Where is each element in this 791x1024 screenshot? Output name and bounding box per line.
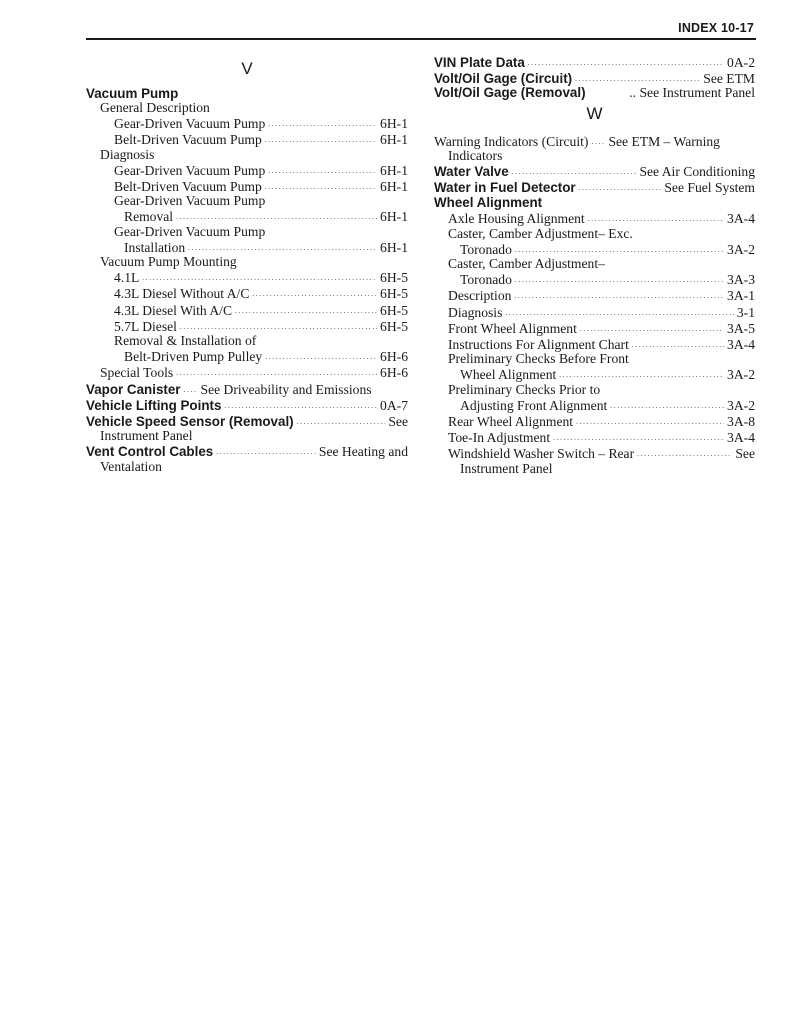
dot-leader: [265, 131, 377, 147]
index-entry: [86, 302, 408, 318]
entry-text: 4.1L: [114, 270, 140, 286]
entry-heading: Volt/Oil Gage (Removal): [434, 85, 586, 101]
entry-page: 6H-1: [380, 116, 408, 132]
index-entry: [86, 208, 408, 224]
entry-text: 5.7L Diesel: [114, 318, 177, 334]
dot-leader: [515, 241, 724, 257]
entry-reference: See Air Conditioning: [639, 164, 755, 180]
entry-text: Wheel Alignment: [460, 367, 557, 383]
index-entry-vehicle-lifting: [86, 397, 408, 413]
entry-page: 6H-1: [380, 239, 408, 255]
entry-text: Belt-Driven Vacuum Pump: [114, 132, 262, 148]
entry-page: 0A-7: [380, 397, 408, 413]
entry-page: 3A-4: [727, 430, 755, 446]
entry-heading-wheel-alignment: Wheel Alignment: [434, 195, 543, 211]
entry-heading: Water in Fuel Detector: [434, 180, 576, 196]
page-header: [86, 20, 756, 40]
dot-leader: [591, 133, 605, 149]
index-entry-water-in-fuel: [434, 179, 755, 195]
dot-leader: [575, 70, 700, 86]
subheading-mounting: Vacuum Pump Mounting: [100, 254, 237, 270]
entry-text: Rear Wheel Alignment: [448, 414, 574, 430]
entry-page: 6H-5: [380, 302, 408, 318]
index-entry: [434, 210, 755, 226]
dot-leader: [515, 271, 724, 287]
index-entry-water-valve: [434, 163, 755, 179]
dot-leader: [188, 239, 377, 255]
entry-page: 3A-2: [727, 397, 755, 413]
index-entry: [86, 239, 408, 255]
entry-page: 3A-2: [727, 241, 755, 257]
entry-text: Toronado: [460, 272, 512, 288]
entry-text: Description: [448, 288, 512, 304]
dot-leader: [559, 366, 724, 382]
index-column-left: [86, 54, 408, 474]
entry-text-line: Preliminary Checks Prior to: [448, 381, 601, 397]
dot-leader: [505, 304, 734, 320]
entry-text: Belt-Driven Pump Pulley: [124, 349, 263, 365]
dot-leader: [579, 179, 662, 195]
entry-heading: Vehicle Lifting Points: [86, 397, 222, 413]
entry-text: Instructions For Alignment Chart: [448, 337, 629, 353]
entry-reference: See ETM: [703, 71, 755, 87]
entry-reference: See Fuel System: [664, 180, 755, 196]
entry-page: 6H-1: [380, 162, 408, 178]
entry-continuation: Instrument Panel: [460, 460, 553, 476]
entry-text: Gear-Driven Vacuum Pump: [114, 162, 266, 178]
entry-continuation: Ventalation: [100, 458, 162, 474]
dot-leader: [512, 163, 637, 179]
entry-page: 3A-4: [727, 337, 755, 353]
entry-text: Diagnosis: [448, 304, 503, 320]
entry-heading: Water Valve: [434, 164, 509, 180]
entry-text: Warning Indicators (Circuit): [434, 133, 589, 149]
dot-leader: [142, 269, 377, 285]
dot-leader: [297, 413, 386, 429]
entry-text: Special Tools: [100, 365, 174, 381]
dot-leader: [184, 381, 198, 397]
dot-leader: [268, 115, 377, 131]
entry-page: 6H-6: [380, 365, 408, 381]
index-entry: [434, 304, 755, 320]
entry-page: 6H-1: [380, 132, 408, 148]
entry-page: 3A-4: [727, 211, 755, 227]
dot-leader: [265, 348, 377, 364]
entry-text-line: Caster, Camber Adjustment– Exc.: [448, 225, 633, 241]
index-entry-volt-oil-circuit: [434, 70, 755, 86]
index-entry-vehicle-speed-sensor: [86, 413, 408, 429]
entry-text-line: Removal & Installation of: [114, 333, 257, 349]
entry-page: 6H-5: [380, 270, 408, 286]
entry-text-line: Gear-Driven Vacuum Pump: [114, 193, 266, 209]
dot-leader: [176, 364, 377, 380]
index-entry-vapor-canister: [86, 381, 408, 397]
entry-page: 6H-1: [380, 179, 408, 195]
index-entry: [434, 320, 755, 336]
index-entry: [434, 241, 755, 257]
entry-text: Gear-Driven Vacuum Pump: [114, 116, 266, 132]
index-entry: [434, 445, 755, 461]
index-entry: [434, 413, 755, 429]
subheading-general-description: General Description: [100, 100, 210, 115]
entry-page: 3-1: [736, 304, 755, 320]
entry-text: Adjusting Front Alignment: [460, 397, 608, 413]
entry-continuation: Instrument Panel: [100, 428, 193, 444]
index-entry: [86, 131, 408, 147]
dot-leader: [553, 429, 724, 445]
entry-text: 4.3L Diesel Without A/C: [114, 286, 250, 302]
index-entry-vent-control-cables: [86, 443, 408, 459]
entry-heading: Vapor Canister: [86, 381, 181, 397]
dot-leader: [580, 320, 724, 336]
entry-reference: See ETM – Warning: [608, 133, 720, 149]
index-column-right: [434, 54, 755, 476]
entry-reference: See: [735, 446, 755, 462]
subheading-diagnosis: Diagnosis: [100, 146, 155, 162]
entry-heading: Vent Control Cables: [86, 444, 214, 460]
dot-leader: [632, 336, 724, 352]
entry-text: Axle Housing Alignment: [448, 211, 585, 227]
index-entry: [86, 269, 408, 285]
entry-continuation: Indicators: [448, 147, 503, 163]
entry-text: Toe-In Adjustment: [448, 430, 551, 446]
section-letter-w: W: [586, 103, 603, 123]
dot-leader: [235, 302, 377, 318]
entry-page: 6H-1: [380, 209, 408, 225]
index-entry-volt-oil-removal: [434, 86, 755, 100]
entry-page: 6H-6: [380, 349, 408, 365]
index-entry: [86, 348, 408, 364]
index-entry-warning-indicators: [434, 133, 755, 149]
entry-reference: See Heating and: [318, 444, 408, 460]
entry-heading-vacuum-pump: Vacuum Pump: [86, 86, 179, 101]
entry-text: Removal: [124, 209, 174, 225]
dot-leader: [252, 285, 377, 301]
entry-reference: See Driveability and Emissions: [200, 381, 372, 397]
dot-leader: [576, 413, 724, 429]
dot-leader: [176, 208, 377, 224]
entry-page: 3A-5: [727, 320, 755, 336]
index-entry: [434, 336, 755, 352]
entry-text: Installation: [124, 239, 186, 255]
index-entry: [86, 364, 408, 380]
dot-leader: [528, 54, 724, 70]
index-entry: [434, 366, 755, 382]
entry-page: 3A-2: [727, 367, 755, 383]
index-entry: [86, 178, 408, 194]
entry-text: Belt-Driven Vacuum Pump: [114, 179, 262, 195]
entry-reference: See: [388, 414, 408, 430]
index-entry: [434, 429, 755, 445]
entry-text: Front Wheel Alignment: [448, 320, 577, 336]
entry-heading: Volt/Oil Gage (Circuit): [434, 71, 573, 87]
index-entry: [434, 271, 755, 287]
dot-leader: [224, 397, 377, 413]
section-letter-v: V: [241, 59, 253, 78]
index-entry: [434, 397, 755, 413]
entry-page: 6H-5: [380, 318, 408, 334]
entry-text-line: Preliminary Checks Before Front: [448, 351, 629, 367]
index-entry: [434, 287, 755, 303]
index-entry-vin-plate: [434, 54, 755, 70]
dot-leader: [588, 210, 724, 226]
index-entry: [86, 318, 408, 334]
entry-heading: VIN Plate Data: [434, 55, 525, 70]
entry-text: Windshield Washer Switch – Rear: [448, 446, 635, 462]
entry-page: 0A-2: [727, 55, 755, 70]
index-entry: [86, 115, 408, 131]
entry-page: 3A-3: [727, 272, 755, 288]
entry-text: 4.3L Diesel With A/C: [114, 302, 233, 318]
page-title: INDEX 10-17: [678, 21, 754, 35]
entry-page: 3A-8: [727, 414, 755, 430]
dot-leader: [637, 445, 732, 461]
entry-heading: Vehicle Speed Sensor (Removal): [86, 414, 294, 430]
dot-leader: [216, 443, 316, 459]
index-entry: [86, 162, 408, 178]
dot-leader: [514, 287, 724, 303]
dot-leader: [268, 162, 377, 178]
entry-reference: .. See Instrument Panel: [629, 85, 755, 101]
entry-page: 6H-5: [380, 286, 408, 302]
entry-page: 3A-1: [727, 288, 755, 304]
index-entry: [86, 285, 408, 301]
entry-text-line: Caster, Camber Adjustment–: [448, 256, 605, 272]
dot-leader: [610, 397, 724, 413]
dot-leader: [265, 178, 377, 194]
entry-text: Toronado: [460, 241, 512, 257]
entry-text-line: Gear-Driven Vacuum Pump: [114, 223, 266, 239]
dot-leader: [180, 318, 377, 334]
